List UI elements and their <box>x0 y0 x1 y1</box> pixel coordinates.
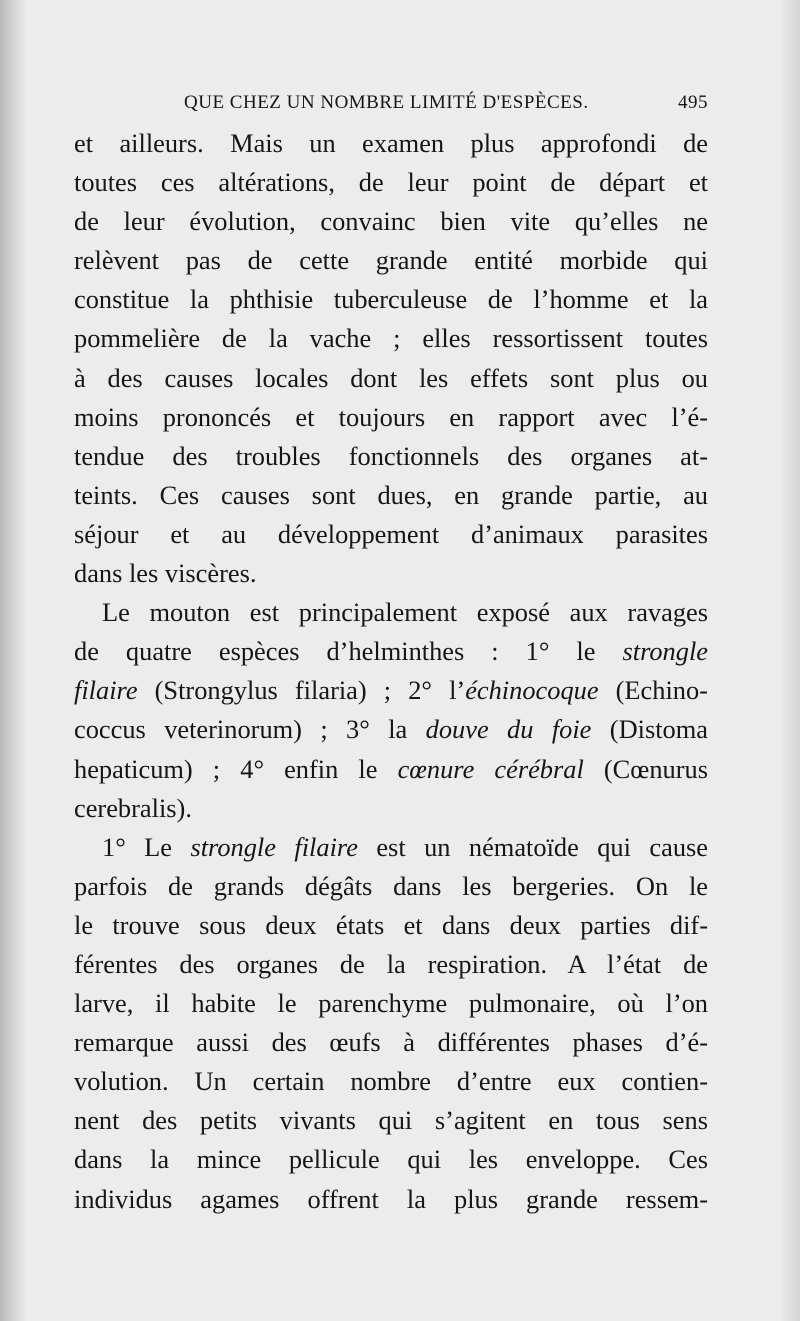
text-line: individus agames offrent la plus grande ressem- <box>74 1183 708 1214</box>
text-line: dans la mince pellicule qui les enveloppe. Ces <box>74 1144 708 1175</box>
scan-shadow-right <box>780 0 800 1321</box>
text-line: le trouve sous deux états et dans deux parties dif- <box>74 909 708 940</box>
text-line: relèvent pas de cette grande entité morbide qui <box>74 245 708 276</box>
text-line: tendue des troubles fonctionnels des organes at- <box>74 440 708 471</box>
text-line: séjour et au développement d’animaux parasites <box>74 518 708 549</box>
text-line: dans les viscères. <box>74 558 257 589</box>
text-line: teints. Ces causes sont dues, en grande partie, au <box>74 479 708 510</box>
text-line: remarque aussi des œufs à différentes phases d’é- <box>74 1027 708 1058</box>
running-title: QUE CHEZ UN NOMBRE LIMITÉ D'ESPÈCES. <box>184 92 589 113</box>
text-run: (Strongylus filaria) ; 2° l’ <box>137 675 466 706</box>
scan-shadow-left <box>0 0 26 1321</box>
text-line: pommelière de la vache ; elles ressortissent toutes <box>74 323 708 354</box>
text-line: moins prononcés et toujours en rapport avec l’é- <box>74 401 708 432</box>
italic-term: filaire <box>74 675 138 706</box>
text-run: de quatre espèces d’helminthes : 1° le <box>74 636 623 667</box>
text-run: est un nématoïde qui cause <box>357 831 708 862</box>
page-number: 495 <box>678 92 708 113</box>
italic-term: douve du foie <box>425 714 592 745</box>
text-run: 1° Le <box>102 831 191 862</box>
text-line <box>74 710 708 749</box>
italic-term: strongle filaire <box>190 831 358 862</box>
text-line <box>74 671 708 710</box>
running-head <box>74 88 708 124</box>
text-run: coccus veterinorum) ; 3° la <box>74 714 426 745</box>
text-line: et ailleurs. Mais un examen plus approfondi de <box>74 128 708 158</box>
text-line: nent des petits vivants qui s’agitent en tous sens <box>74 1105 708 1136</box>
text-line <box>74 828 708 867</box>
text-run: (Echino- <box>598 675 708 706</box>
italic-term: cœnure cérébral <box>397 753 584 784</box>
italic-term: échinocoque <box>465 675 599 706</box>
paragraph-3 <box>74 828 708 1219</box>
text-line: Le mouton est principalement exposé aux ravages <box>102 597 708 628</box>
text-line: larve, il habite le parenchyme pulmonaire, où l’on <box>74 988 708 1019</box>
text-run: (Distoma <box>591 714 708 745</box>
text-line: cerebralis). <box>74 792 192 823</box>
text-line: parfois de grands dégâts dans les bergeries. On le <box>74 870 708 901</box>
italic-term: strongle <box>622 636 708 667</box>
body-text <box>74 124 708 1219</box>
paragraph-1 <box>74 124 708 593</box>
book-page <box>74 88 708 1219</box>
text-line <box>74 750 708 789</box>
text-line: volution. Un certain nombre d’entre eux contien- <box>74 1066 708 1097</box>
text-line: à des causes locales dont les effets sont plus ou <box>74 362 708 393</box>
text-line <box>74 632 708 671</box>
paragraph-2 <box>74 593 708 828</box>
text-run: (Cœnurus <box>583 753 708 784</box>
text-run: hepaticum) ; 4° enfin le <box>74 753 398 784</box>
text-line: toutes ces altérations, de leur point de départ et <box>74 167 708 198</box>
text-line: constitue la phthisie tuberculeuse de l’homme et la <box>74 284 708 315</box>
text-line: de leur évolution, convainc bien vite qu’elles ne <box>74 206 708 237</box>
text-line: férentes des organes de la respiration. A l’état de <box>74 948 708 979</box>
